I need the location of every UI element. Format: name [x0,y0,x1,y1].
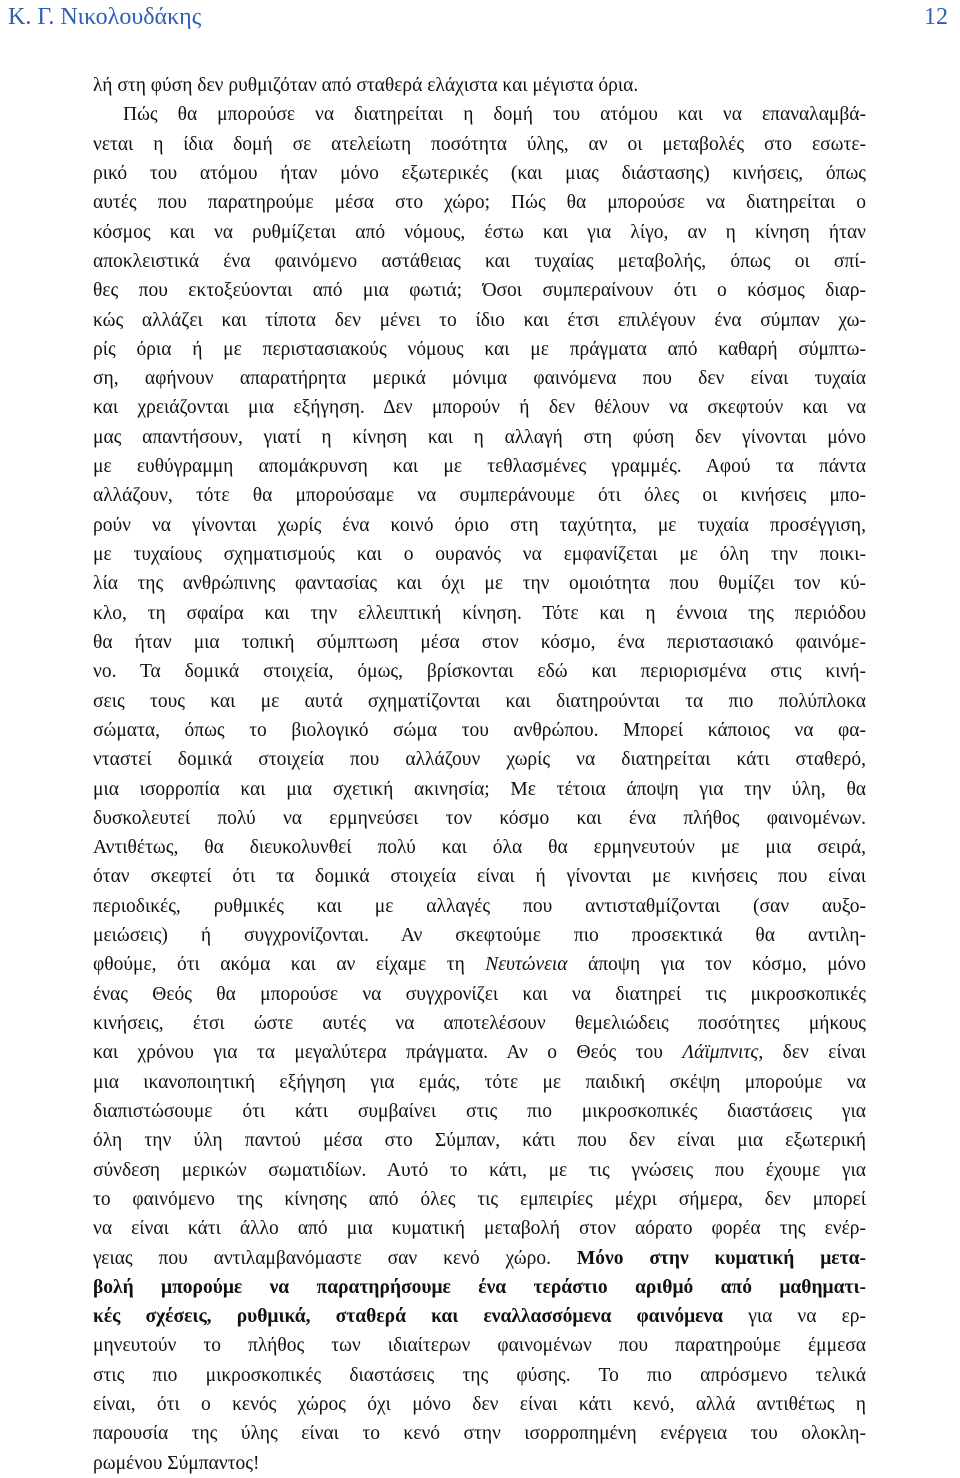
text-line [93,1302,866,1331]
text-line [93,921,866,950]
text-segment: Λάϊμπνιτς [682,1042,759,1064]
text-line [93,950,866,979]
text-segment: Αντιθέτως, θα διευκολυνθεί πολύ και όλα θα ερμηνευτούν με μια σειρά, [93,837,866,859]
text-segment: θα ήταν μια τοπική σύμπτωση μέσα στον κόσμο, ένα περιστασιακό φαινόμε- [93,631,866,653]
text-segment: ρωμένου Σύμπαντος! [93,1452,260,1474]
body-text [93,71,866,1478]
text-line [93,218,866,247]
text-segment: σώματα, όπως το βιολογικό σώμα του ανθρώπου. Μπορεί κάποιος να φα- [93,719,866,741]
text-line [93,599,866,628]
page-number: 12 [924,4,948,30]
text-line [93,716,866,745]
text-line [93,511,866,540]
text-line [93,1214,866,1243]
text-segment: είναι, ότι ο κενός χώρος όχι μόνο δεν είναι κάτι κενό, αλλά αντιθέτως η [93,1394,866,1416]
text-segment: , δεν είναι [758,1042,866,1064]
text-line [93,306,866,335]
text-line [93,247,866,276]
text-segment: μας απαντήσουν, γιατί η κίνηση και η αλλαγή στη φύση δεν γίνονται μόνο [93,426,866,448]
text-segment: με ευθύγραμμη απομάκρυνση και με τεθλασμένες γραμμές. Αφού τα πάντα [93,456,866,478]
text-line [93,1244,866,1273]
text-segment: αποκλειστικά ένα φαινόμενο αστάθειας και τυχαίας μεταβολής, όπως οι σπί- [93,250,866,272]
text-line [93,1009,866,1038]
text-segment: λή στη φύση δεν ρυθμιζόταν από σταθερά ελάχιστα και μέγιστα όρια. [93,75,639,96]
text-line [93,423,866,452]
text-segment: όταν σκεφτεί ότι τα δομικά στοιχεία είναι ή γίνονται με κινήσεις που είναι [93,866,866,888]
text-segment: λία της ανθρώπινης φαντασίας και όχι με την ομοιότητα που θυμίζει τον κύ- [93,573,866,595]
text-line [93,862,866,891]
text-segment: νταστεί δομικά στοιχεία που αλλάζουν χωρίς να διατηρείται κάτι σταθερό, [93,749,866,771]
text-segment: νο. Τα δομικά στοιχεία, όμως, βρίσκονται εδώ και περιορισμένα στις κινή- [93,661,866,683]
text-line [93,1126,866,1155]
text-segment: και χρόνου για τα μεγαλύτερα πράγματα. Αν ο Θεός του [93,1042,683,1064]
text-segment: Πώς θα μπορούσε να διατηρείται η δομή του ατόμου και να επαναλαμβά- [123,104,866,126]
text-line [93,130,866,159]
text-line [93,687,866,716]
text-line [93,1156,866,1185]
text-segment: κόσμος και να ρυθμίζεται από νόμους, έστω και για λίγο, αν η κίνηση ήταν [93,221,866,243]
text-segment: περιοδικές, ρυθμικές και με αλλαγές που αντισταθμίζονται (σαν αυξο- [93,895,866,917]
text-segment: ρίς όρια ή με περιστασιακούς νόμους και με πράγματα από καθαρή σύμπτω- [93,338,866,360]
text-segment: στις πιο μικροσκοπικές διαστάσεις της φύσης. Το πιο απρόσμενο τελικά [93,1364,866,1386]
text-line [93,100,866,129]
text-segment: και χρειάζονται μια εξήγηση. Δεν μπορούν ή δεν θέλουν να σκεφτούν και να [93,397,866,419]
text-line [93,775,866,804]
text-line [93,1038,866,1067]
text-segment: ρικό του ατόμου ήταν μόνο εξωτερικές (και μιας διάστασης) κινήσεις, όπως [93,162,866,184]
text-segment: αυτές που παρατηρούμε μέσα στο χώρο; Πώς θα μπορούσε να διατηρείται ο [93,192,866,214]
text-line [93,188,866,217]
text-line [93,452,866,481]
text-line [93,1331,866,1360]
text-line [93,335,866,364]
text-segment: παρουσία της ύλης είναι το κενό στην ισορροπημένη ενέργεια του ολοκλη- [93,1423,866,1445]
text-line [93,804,866,833]
header-author: Κ. Γ. Νικολουδάκης [8,4,202,30]
text-line [93,628,866,657]
text-segment: διαπιστώσουμε ότι κάτι συμβαίνει στις πιο μικροσκοπικές διαστάσεις για [93,1100,866,1122]
text-segment: κώς αλλάζει και τίποτα δεν μένει το ίδιο και έτσι επιλέγουν ένα σύμπαν χω- [93,309,866,331]
text-segment: κλο, τη σφαίρα και την ελλειπτική κίνηση. Τότε και η έννοια της περιόδου [93,602,866,624]
text-line [93,540,866,569]
text-line [93,1068,866,1097]
text-segment: σεις τους και με αυτά σχηματίζονται και διατηρούνται τα πιο πολύπλοκα [93,690,866,712]
text-segment: αλλάζουν, τότε θα μπορούσαμε να συμπεράνουμε ότι όλες οι κινήσεις μπο- [93,485,866,507]
text-segment: μια ικανοποιητική εξήγηση για εμάς, τότε με παιδική σκέψη μπορούμε να [93,1071,866,1093]
text-segment: Μόνο στην κυματική μετα- [576,1247,866,1269]
text-line [93,1097,866,1126]
text-line [93,833,866,862]
text-segment: κές σχέσεις, ρυθμικά, σταθερά και εναλλασσόμενα φαινόμενα [93,1306,724,1328]
text-line [93,1419,866,1448]
text-segment: νεται η ίδια δομή σε ατελείωτη ποσότητα ύλης, αν οι μεταβολές στο εσωτε- [93,133,866,155]
text-segment: με τυχαίους σχηματισμούς και ο ουρανός να εμφανίζεται με όλη την ποικι- [93,544,866,565]
text-segment: μειώσεις) ή συγχρονίζονται. Αν σκεφτούμε πιο προσεκτικά θα αντιλη- [93,925,866,947]
text-line [93,745,866,774]
text-segment: μια ισορροπία και μια σχετική ακινησία; Με τέτοια άποψη για την ύλη, θα [93,778,866,800]
text-segment: δυσκολευτεί πολύ να ερμηνεύσει τον κόσμο και ένα πλήθος φαινομένων. [93,807,866,829]
text-line [93,159,866,188]
text-segment: ρούν να γίνονται χωρίς ένα κοινό όριο στη ταχύτητα, με τυχαία προσέγγιση, [93,514,866,536]
text-line [93,276,866,305]
text-segment: σύνδεση μερικών σωματιδίων. Αυτό το κάτι, με τις γνώσεις που έχουμε για [93,1159,866,1181]
text-segment: μηνευτούν το πλήθος των ιδιαίτερων φαινομένων που παρατηρούμε έμμεσα [93,1335,866,1357]
text-line [93,980,866,1009]
text-segment: ση, αφήνουν απαρατήρητα μερικά μόνιμα φαινόμενα που δεν είναι τυχαία [93,368,866,390]
text-line [93,393,866,422]
text-segment: βολή μπορούμε να παρατηρήσουμε ένα τεράστιο αριθμό από μαθηματι- [93,1276,866,1298]
text-segment: θες που εκτοξεύονται από μια φωτιά; Όσοι συμπεραίνουν ότι ο κόσμος διαρ- [93,280,866,302]
text-segment: να είναι κάτι άλλο από μια κυματική μεταβολή στον αόρατο φορέα της ενέρ- [93,1218,866,1240]
text-line [93,569,866,598]
text-line [93,1273,866,1302]
page-header [0,0,960,44]
text-line [93,1449,866,1478]
text-segment: ένας Θεός θα μπορούσε να συγχρονίζει και να διατηρεί τις μικροσκοπικές [93,983,866,1005]
text-line [93,1185,866,1214]
text-segment: το φαινόμενο της κίνησης από όλες τις εμπειρίες μέχρι σήμερα, δεν μπορεί [93,1188,866,1210]
text-line [93,481,866,510]
text-line [93,892,866,921]
text-segment: άποψη για τον κόσμο, μόνο [567,954,867,976]
text-line [93,364,866,393]
text-segment: όλη την ύλη παντού μέσα στο Σύμπαν, κάτι που δεν είναι μια εξωτερική [93,1130,866,1152]
text-segment: για να ερ- [723,1306,867,1328]
text-line [93,657,866,686]
text-line [93,1361,866,1390]
text-segment: Νευτώνεια [485,954,568,976]
text-segment: κινήσεις, έτσι ώστε αυτές να αποτελέσουν θεμελιώδεις ποσότητες μήκους [93,1013,866,1034]
text-line [93,1390,866,1419]
text-segment: γειας που αντιλαμβανόμαστε σαν κενό χώρο. [93,1247,577,1269]
text-segment: φθούμε, ότι ακόμα και αν είχαμε τη [93,954,486,976]
text-line [93,71,866,100]
